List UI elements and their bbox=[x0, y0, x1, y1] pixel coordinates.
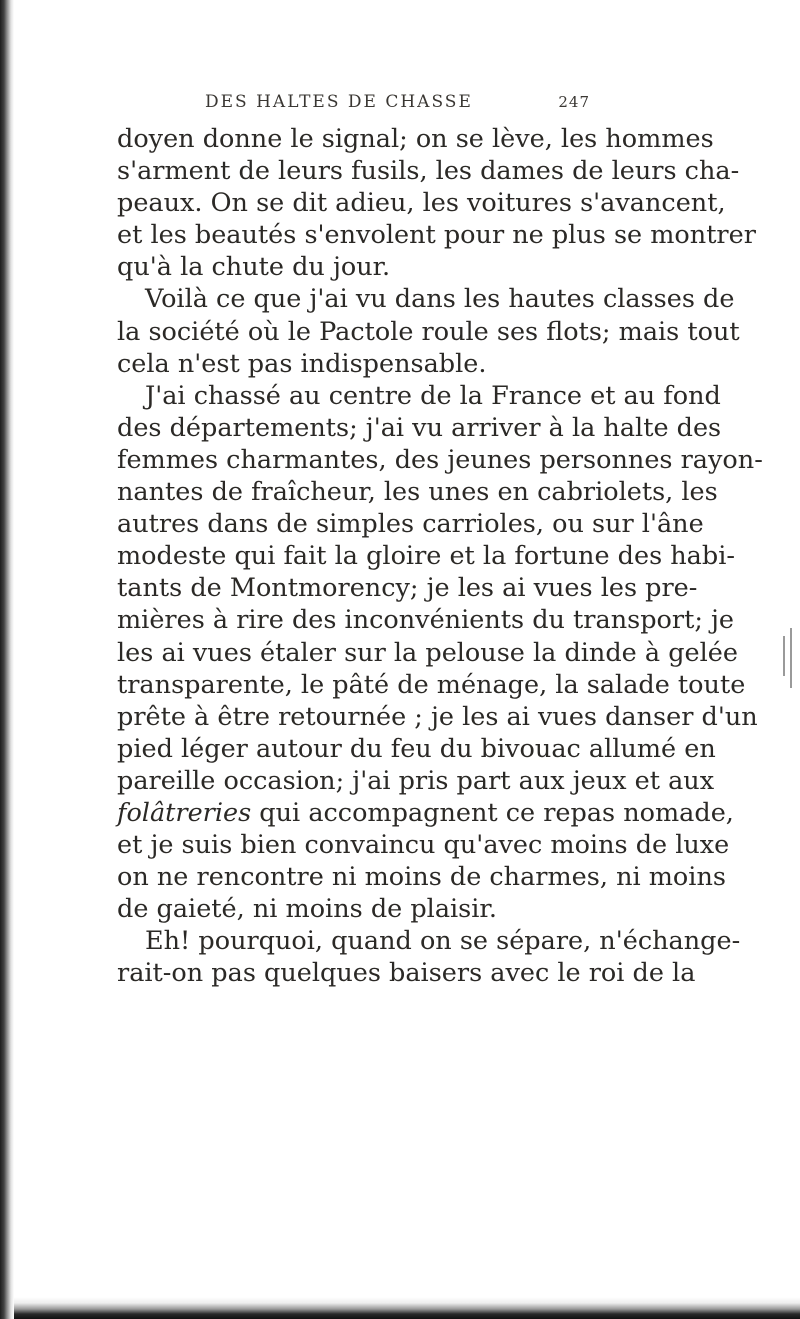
italic-word: folâtreries bbox=[117, 797, 252, 828]
text-line: et les beautés s'envolent pour ne plus se montrer bbox=[117, 220, 756, 251]
text-line: les ai vues étaler sur la pelouse la dinde à gelée bbox=[117, 637, 738, 668]
margin-mark bbox=[790, 628, 792, 688]
text-line: on ne rencontre ni moins de charmes, ni moins bbox=[117, 862, 726, 893]
text-line: pied léger autour du feu du bivouac allumé en bbox=[117, 733, 716, 764]
text-line: s'arment de leurs fusils, les dames de leurs cha- bbox=[117, 156, 740, 187]
body-text bbox=[117, 123, 763, 990]
text-line: femmes charmantes, des jeunes personnes rayon- bbox=[117, 444, 763, 475]
text-line: pareille occasion; j'ai pris part aux jeux et aux bbox=[117, 765, 715, 796]
text-line: qu'à la chute du jour. bbox=[117, 252, 391, 283]
text-line: la société où le Pactole roule ses flots; mais tout bbox=[117, 316, 740, 347]
text-line: de gaieté, ni moins de plaisir. bbox=[117, 894, 497, 925]
text-line: autres dans de simples carrioles, ou sur l'âne bbox=[117, 509, 704, 540]
text-line: Eh! pourquoi, quand on se sépare, n'échange- bbox=[145, 926, 741, 957]
running-title: DES HALTES DE CHASSE bbox=[205, 92, 473, 112]
text-line-rest: qui accompagnent ce repas nomade, bbox=[251, 797, 734, 828]
text-line: et je suis bien convaincu qu'avec moins de luxe bbox=[117, 830, 730, 861]
text-line: doyen donne le signal; on se lève, les hommes bbox=[117, 124, 714, 154]
text-line bbox=[117, 797, 734, 829]
text-line: cela n'est pas indispensable. bbox=[117, 348, 487, 379]
page-number: 247 bbox=[558, 93, 590, 111]
page-bottom-edge bbox=[14, 1297, 800, 1319]
running-header bbox=[205, 92, 590, 112]
text-line: transparente, le pâté de ménage, la salade toute bbox=[117, 669, 746, 700]
text-line: prête à être retournée ; je les ai vues danser d'un bbox=[117, 701, 758, 732]
text-line: mières à rire des inconvénients du transport; je bbox=[117, 605, 735, 636]
text-line: peaux. On se dit adieu, les voitures s'avancent, bbox=[117, 188, 726, 219]
text-line: rait-on pas quelques baisers avec le roi de la bbox=[117, 958, 696, 989]
text-line: des départements; j'ai vu arriver à la halte des bbox=[117, 412, 722, 443]
text-line: Voilà ce que j'ai vu dans les hautes classes de bbox=[145, 284, 735, 315]
text-line: tants de Montmorency; je les ai vues les pre- bbox=[117, 573, 698, 604]
text-line: J'ai chassé au centre de la France et au fond bbox=[145, 380, 721, 411]
text-line: modeste qui fait la gloire et la fortune des habi- bbox=[117, 541, 735, 572]
page-binding-edge bbox=[0, 0, 14, 1319]
text-line: nantes de fraîcheur, les unes en cabriolets, les bbox=[117, 477, 718, 508]
margin-mark bbox=[783, 636, 785, 676]
